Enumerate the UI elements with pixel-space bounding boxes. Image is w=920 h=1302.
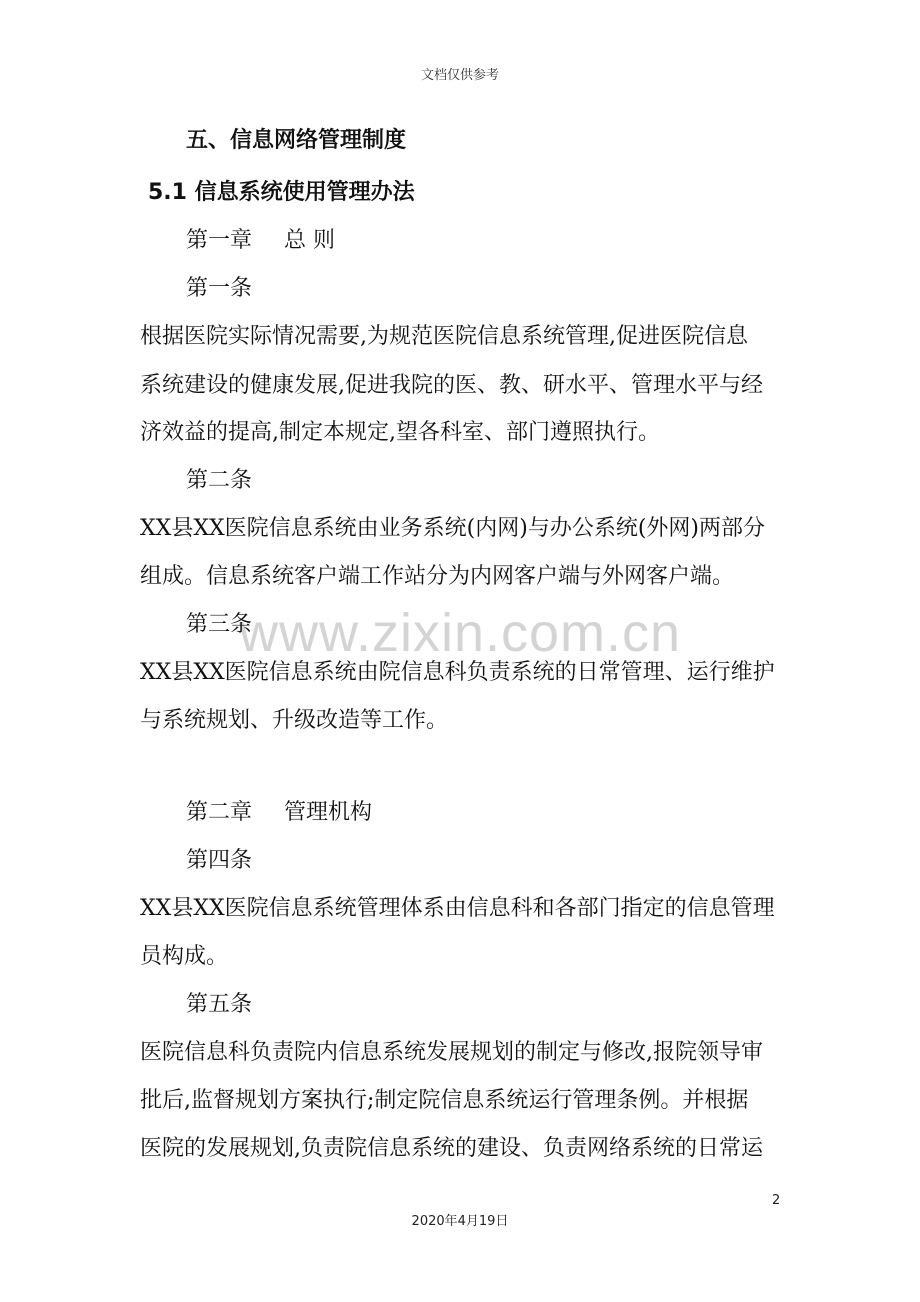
- article-label: 第一条: [186, 276, 253, 301]
- article-label: 第二条: [186, 468, 253, 493]
- paragraph-line: 系统建设的健康发展,促进我院的医、教、研水平、管理水平与经: [140, 373, 763, 398]
- article-label: 第三条: [186, 612, 253, 637]
- paragraph-line: 济效益的提高,制定本规定,望各科室、部门遵照执行。: [140, 420, 660, 445]
- chapter-title: 管理机构: [284, 800, 373, 825]
- paragraph-line: XX县XX医院信息系统由院信息科负责系统的日常管理、运行维护: [140, 660, 775, 685]
- paragraph-line: 根据医院实际情况需要,为规范医院信息系统管理,促进医院信息: [140, 324, 748, 349]
- chapter-title: 总 则: [284, 228, 336, 253]
- chapter-heading: [186, 226, 846, 256]
- article-label: 第五条: [186, 992, 253, 1017]
- subsection-title: 5.1 信息系统使用管理办法: [148, 180, 415, 205]
- page-number: 2: [772, 1193, 781, 1208]
- paragraph-line: 批后,监督规划方案执行;制定院信息系统运行管理条例。并根据: [140, 1088, 749, 1113]
- chapter-heading: [186, 798, 846, 828]
- paragraph-line: XX县XX医院信息系统管理体系由信息科和各部门指定的信息管理: [140, 896, 775, 921]
- paragraph-line: 员构成。: [140, 944, 229, 969]
- page-footer-date: 2020年4月19日: [411, 1214, 509, 1229]
- paragraph-line: 组成。信息系统客户端工作站分为内网客户端与外网客户端。: [140, 564, 735, 589]
- paragraph-line: 与系统规划、升级改造等工作。: [140, 708, 449, 733]
- chapter-label: 第二章: [186, 800, 253, 825]
- chapter-label: 第一章: [186, 228, 253, 253]
- section-title: 五、信息网络管理制度: [186, 128, 407, 153]
- paragraph-line: 医院的发展规划,负责院信息系统的建设、负责网络系统的日常运: [140, 1136, 763, 1161]
- page-header: 文档仅供参考: [420, 68, 499, 83]
- paragraph-line: XX县XX医院信息系统由业务系统(内网)与办公系统(外网)两部分: [140, 516, 765, 541]
- article-label: 第四条: [186, 848, 253, 873]
- watermark: www.zixin.com.cn: [238, 603, 682, 663]
- paragraph-line: 医院信息科负责院内信息系统发展规划的制定与修改,报院领导审: [140, 1040, 763, 1065]
